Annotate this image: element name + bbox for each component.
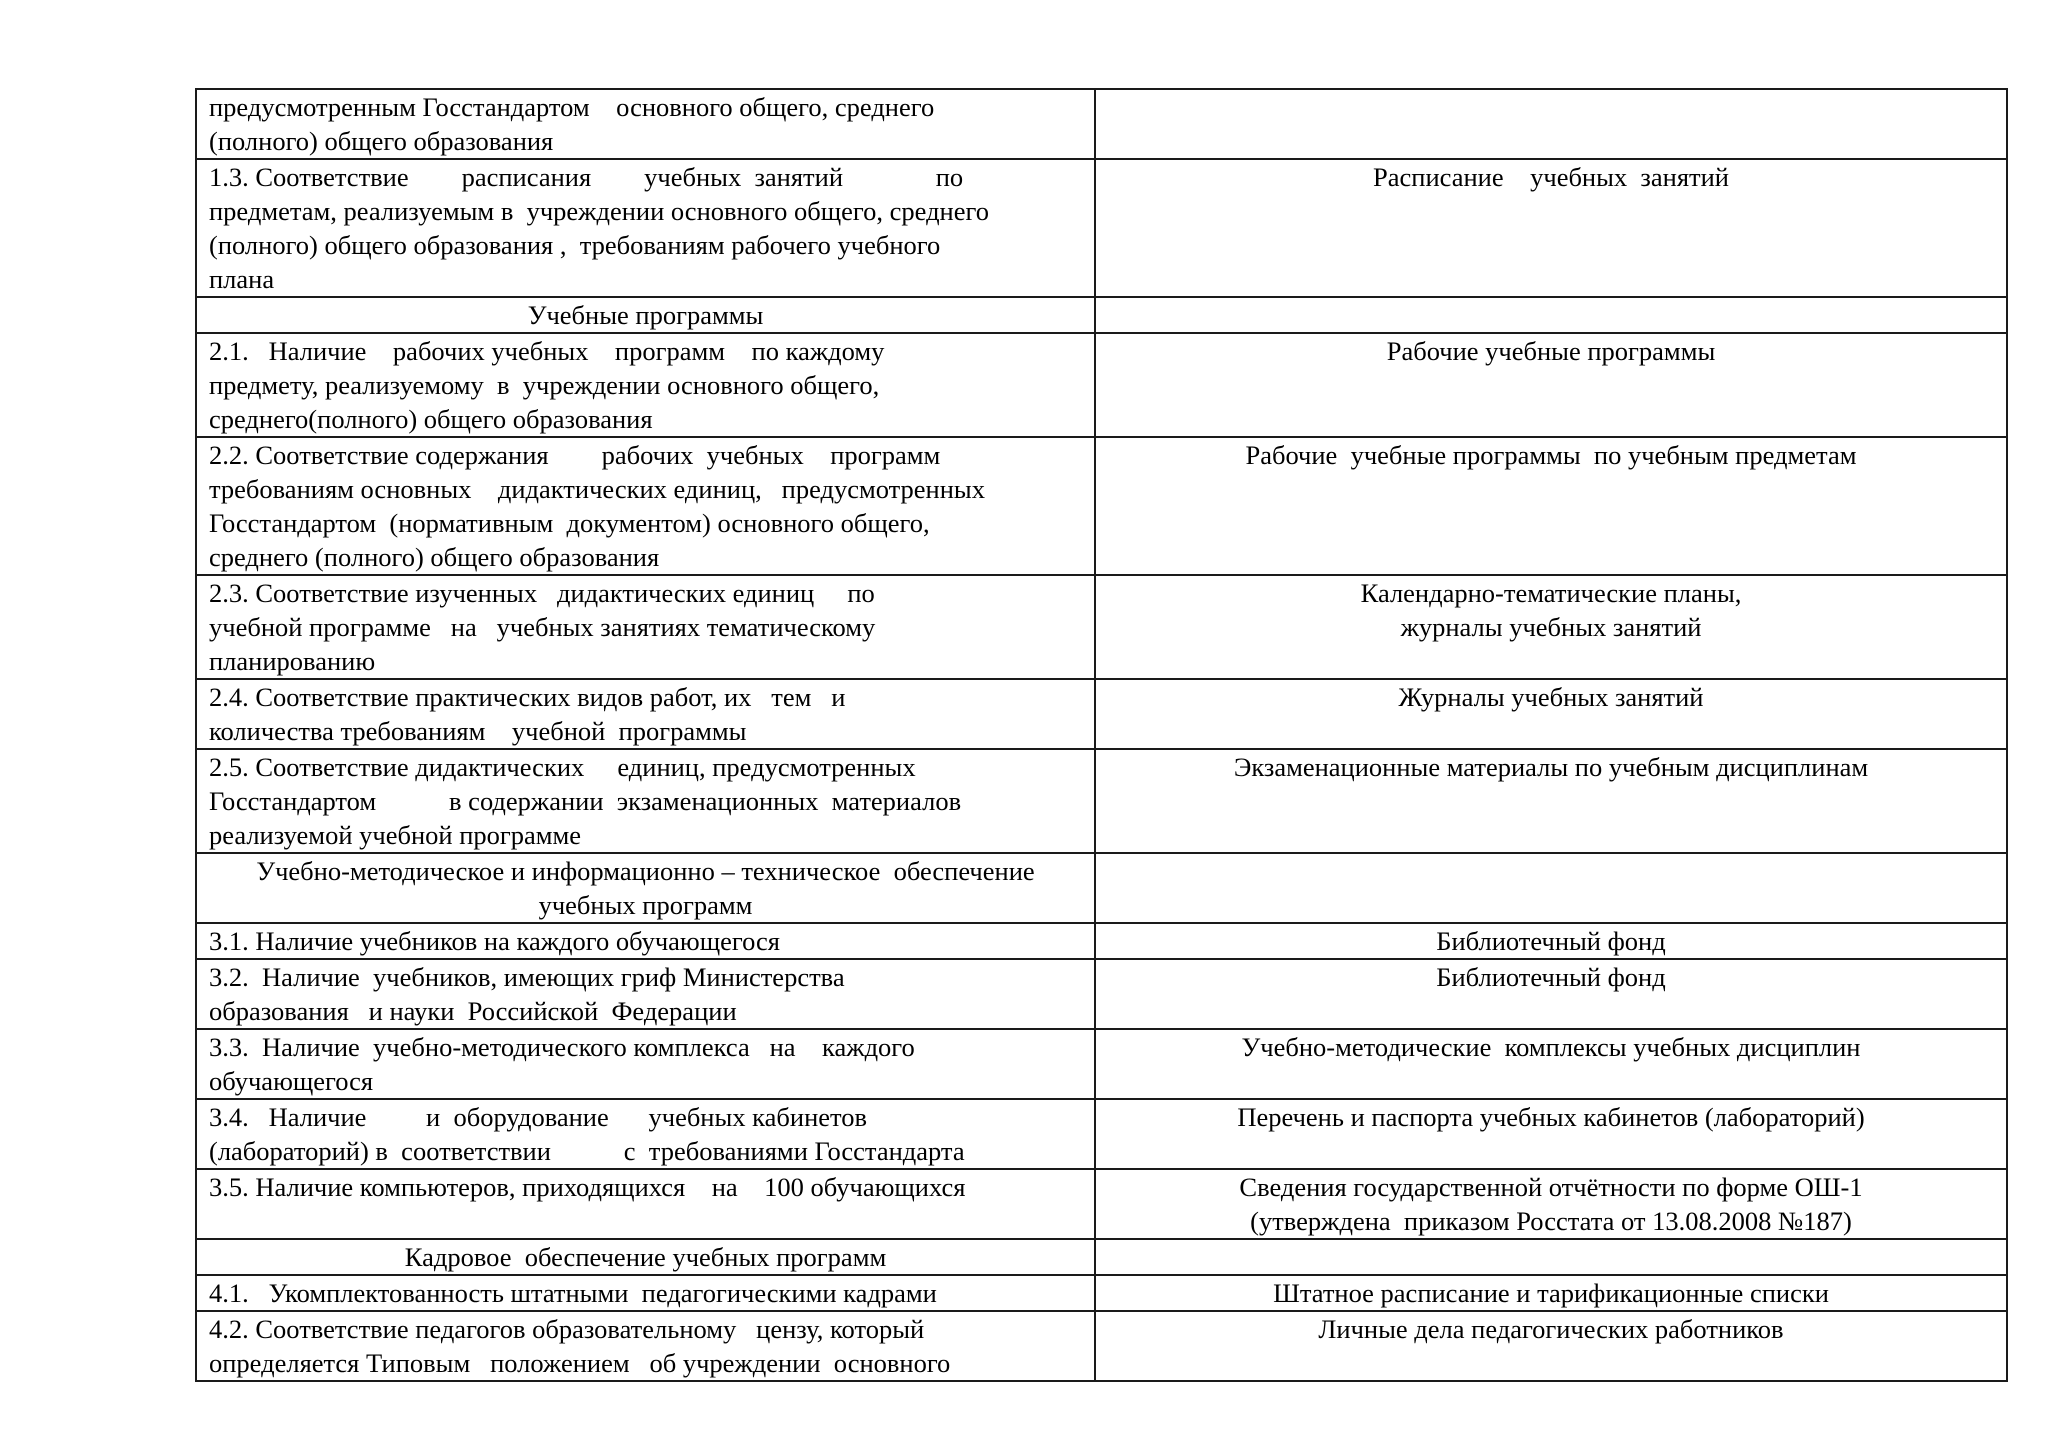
criterion-cell: 4.1. Укомплектованность штатными педагогическими кадрами bbox=[196, 1275, 1095, 1311]
evidence-cell: Штатное расписание и тарификационные списки bbox=[1095, 1275, 2007, 1311]
criterion-cell: 2.2. Соответствие содержания рабочих учебных программ требованиям основных дидактических единиц, предусмотренных Госстандартом (нормативным документом) основного общего, среднего (полного) общего образования bbox=[196, 437, 1095, 575]
evidence-cell: Календарно-тематические планы, журналы учебных занятий bbox=[1095, 575, 2007, 679]
criterion-cell: 2.1. Наличие рабочих учебных программ по каждому предмету, реализуемому в учреждении основного общего, среднего(полного) общего образования bbox=[196, 333, 1095, 437]
table-row bbox=[196, 1239, 2007, 1275]
criterion-cell: 3.3. Наличие учебно-методического комплекса на каждого обучающегося bbox=[196, 1029, 1095, 1099]
section-heading: Учебно-методическое и информационно – техническое обеспечение учебных программ bbox=[196, 853, 1095, 923]
table-body bbox=[196, 89, 2007, 1381]
table-row bbox=[196, 679, 2007, 749]
criterion-cell: 3.1. Наличие учебников на каждого обучающегося bbox=[196, 923, 1095, 959]
evidence-cell: Библиотечный фонд bbox=[1095, 923, 2007, 959]
criterion-cell: 3.5. Наличие компьютеров, приходящихся на 100 обучающихся bbox=[196, 1169, 1095, 1239]
table-row bbox=[196, 1275, 2007, 1311]
evidence-cell: Учебно-методические комплексы учебных дисциплин bbox=[1095, 1029, 2007, 1099]
table-row bbox=[196, 853, 2007, 923]
table-row bbox=[196, 159, 2007, 297]
table-row bbox=[196, 575, 2007, 679]
criterion-cell: 3.2. Наличие учебников, имеющих гриф Министерства образования и науки Российской Федерации bbox=[196, 959, 1095, 1029]
table-row bbox=[196, 89, 2007, 159]
evidence-cell: Библиотечный фонд bbox=[1095, 959, 2007, 1029]
evidence-cell: Личные дела педагогических работников bbox=[1095, 1311, 2007, 1381]
evidence-cell bbox=[1095, 89, 2007, 159]
criterion-cell: предусмотренным Госстандартом основного общего, среднего (полного) общего образования bbox=[196, 89, 1095, 159]
evidence-cell: Рабочие учебные программы bbox=[1095, 333, 2007, 437]
criterion-cell: 4.2. Соответствие педагогов образовательному цензу, который определяется Типовым положением об учреждении основного bbox=[196, 1311, 1095, 1381]
criterion-cell: 1.3. Соответствие расписания учебных занятий по предметам, реализуемым в учреждении основного общего, среднего (полного) общего образования , требованиям рабочего учебного плана bbox=[196, 159, 1095, 297]
table-row bbox=[196, 1169, 2007, 1239]
table-row bbox=[196, 333, 2007, 437]
evidence-cell bbox=[1095, 297, 2007, 333]
table-row bbox=[196, 1311, 2007, 1381]
evidence-cell bbox=[1095, 853, 2007, 923]
requirements-table bbox=[195, 88, 2008, 1382]
evidence-cell: Расписание учебных занятий bbox=[1095, 159, 2007, 297]
evidence-cell: Рабочие учебные программы по учебным предметам bbox=[1095, 437, 2007, 575]
evidence-cell bbox=[1095, 1239, 2007, 1275]
table-row bbox=[196, 749, 2007, 853]
table-row bbox=[196, 437, 2007, 575]
table-row bbox=[196, 923, 2007, 959]
evidence-cell: Сведения государственной отчётности по форме ОШ-1 (утверждена приказом Росстата от 13.08.2008 №187) bbox=[1095, 1169, 2007, 1239]
evidence-cell: Журналы учебных занятий bbox=[1095, 679, 2007, 749]
table-row bbox=[196, 959, 2007, 1029]
evidence-cell: Экзаменационные материалы по учебным дисциплинам bbox=[1095, 749, 2007, 853]
table-row bbox=[196, 1029, 2007, 1099]
criterion-cell: 2.4. Соответствие практических видов работ, их тем и количества требованиям учебной программы bbox=[196, 679, 1095, 749]
section-heading: Учебные программы bbox=[196, 297, 1095, 333]
evidence-cell: Перечень и паспорта учебных кабинетов (лабораторий) bbox=[1095, 1099, 2007, 1169]
section-heading: Кадровое обеспечение учебных программ bbox=[196, 1239, 1095, 1275]
criterion-cell: 2.3. Соответствие изученных дидактических единиц по учебной программе на учебных занятиях тематическому планированию bbox=[196, 575, 1095, 679]
table-row bbox=[196, 297, 2007, 333]
criterion-cell: 2.5. Соответствие дидактических единиц, предусмотренных Госстандартом в содержании экзаменационных материалов реализуемой учебной программе bbox=[196, 749, 1095, 853]
table-row bbox=[196, 1099, 2007, 1169]
criterion-cell: 3.4. Наличие и оборудование учебных кабинетов (лабораторий) в соответствии с требованиями Госстандарта bbox=[196, 1099, 1095, 1169]
